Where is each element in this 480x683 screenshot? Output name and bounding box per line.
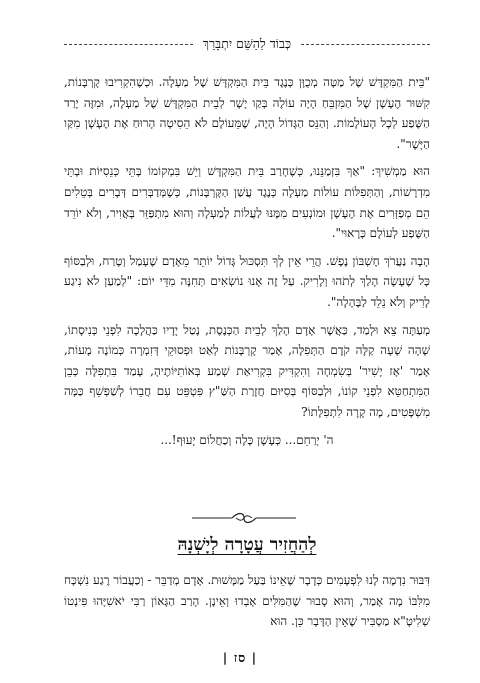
paragraph: "בֵּית הַמִּקְדָּשׁ שֶׁל מַטָּה מְכֻוָּן כְּנֶגֶד בֵּית הַמִּקְדָּשׁ שֶׁל מַעְלָה. וּכְשֶׁהִקְרִיבוּ קָרְבָּנוֹת, קִשּׁוּר הֶעָשָׁן שֶׁל הַמִּזְבֵּחַ הָיָה עוֹלֶה בְּקַו יָשָׁר לְבֵית הַמִּקְדָּשׁ שֶׁל מַעְלָה, וּמִזֶּה יָרַד הַשֶּׁפַע לְכָל הָעוֹלָמוֹת. וְהַנֵּס הַגָּדוֹל הָיָה, שֶׁמֵּעוֹלָם לֹא הֵסִיטָה הָרוּחַ אֶת הֶעָשָׁן מִקַּו הַיָּשָׁר".	[64, 75, 430, 151]
page-number: | סז |	[222, 650, 258, 665]
header-rule-left	[64, 44, 193, 45]
running-header	[64, 34, 430, 54]
paragraph: דִּבּוּר נִדְמֶה לָנוּ לִפְעָמִים כְּדָבָר שֶׁאֵינוֹ בַּעַל מַמָּשׁוּת. אָדָם מְדַבֵּר - וְכַעֲבוֹר רֶגַע נִשְׁכָּח מִלִּבּוֹ מָה אָמַר, וְהוּא סָבוּר שֶׁהַמִּלִּים אָבְדוּ וְאֵינָן. הָרַב הַגָּאוֹן רַבִּי יֹאשִׁיָּהוּ פִּינְטוֹ שְׁלִיטָ"א מַסְבִּיר שֶׁאֵין הַדָּבָר כֵּן. הוּא	[64, 573, 430, 629]
paragraph: הָבָה נַעֲרֹךְ חֶשְׁבּוֹן נֶפֶשׁ. הֲרֵי אֵין לְךָ תִּסְכּוּל גָּדוֹל יוֹתֵר מֵאָדָם שֶׁעָמַל וְטָרַח, וּלְבַסּוֹף כָּל שֶׁעָשָׂה הָלַךְ לְתֹהוּ וְלָרִיק. עַל זֶה אָנוּ נוֹשְׂאִים תְּחִנָּה מִדֵּי יוֹם: "לְמַעַן לֹא נִיגַע לָרִיק וְלֹא נֵלֵד לַבֶּהָלָה".	[64, 253, 430, 309]
closing-line: ה' יְרַחֵם... כְּעָשָׁן כָּלָה וְכַחֲלוֹם יָעוּף!...	[160, 432, 334, 447]
header-rule-right	[301, 44, 430, 45]
main-text	[64, 72, 430, 457]
ornament-divider-icon	[192, 512, 296, 524]
paragraph: הוּא מַמְשִׁיךְ: "אַךְ בִּזְמַנֵּנוּ, כְּשֶׁחָרַב בֵּית הַמִּקְדָּשׁ וְיֵשׁ בִּמְקוֹמוֹ בָּתֵּי כְּנֵסִיּוֹת וּבָתֵּי מִדְרָשׁוֹת, וְהַתְּפִלּוֹת עוֹלוֹת מַעְלָה כְּנֶגֶד עֲשַׁן הַקָּרְבָּנוֹת, כְּשֶׁמְּדַבְּרִים דְּבָרִים בְּטֵלִים הֵם מְפַזְּרִים אֶת הֶעָשָׁן וּמוֹנְעִים מִמֶּנּוּ לַעֲלוֹת לְמַעְלָה וְהוּא מִתְפַּזֵּר בָּאֲוִיר, וְלֹא יוֹרֵד הַשֶּׁפַע לְעוֹלָם כָּרָאוּי".	[64, 164, 430, 241]
section-heading: לְהַחֲזִיר עֲטָרָה לְיָשְׁנָהּ	[177, 535, 317, 555]
section-text	[64, 570, 430, 632]
header-title: כְּבוֹד לַהַשֵּׁם יִתְבָּרֵךְ	[202, 36, 292, 51]
paragraph: מְעַתָּה צֵא וּלְמַד, כַּאֲשֶׁר אָדָם הָלַךְ לְבֵית הַכְּנֶסֶת, נָטַל יָדָיו כַּהֲלָכָה לִפְנֵי כְּנִיסָתוֹ, שָׁהָה שָׁעָה קַלָּה קֹדֶם הַתְּפִלָּה, אָמַר קָרְבָּנוֹת לְאַט וּפְסוּקֵי דְּזִמְרָה כְּמוֹנֶה מָעוֹת, אָמַר 'אָז יָשִׁיר' בְּשִׂמְחָה וְהִקְדִּיק בִּקְרִיאַת שְׁמַע בְּאוֹתִיּוֹתֶיהָ, עָמַד בִּתְפִלָּה כְּבֵן הַמִּתְחַטֵּא לִפְנֵי קוֹנוֹ, וּלְבַסּוֹף בְּסִיּוּם חֲזָרַת הַשַּׁ"ץ פִּטְפֵּט עִם חֲבֵרוֹ לְשַׁפְשֵׁף כַּמָּה מִשְׁפָּטִים, מָה קָרָה לִתְפִלָּתוֹ?	[64, 322, 430, 419]
